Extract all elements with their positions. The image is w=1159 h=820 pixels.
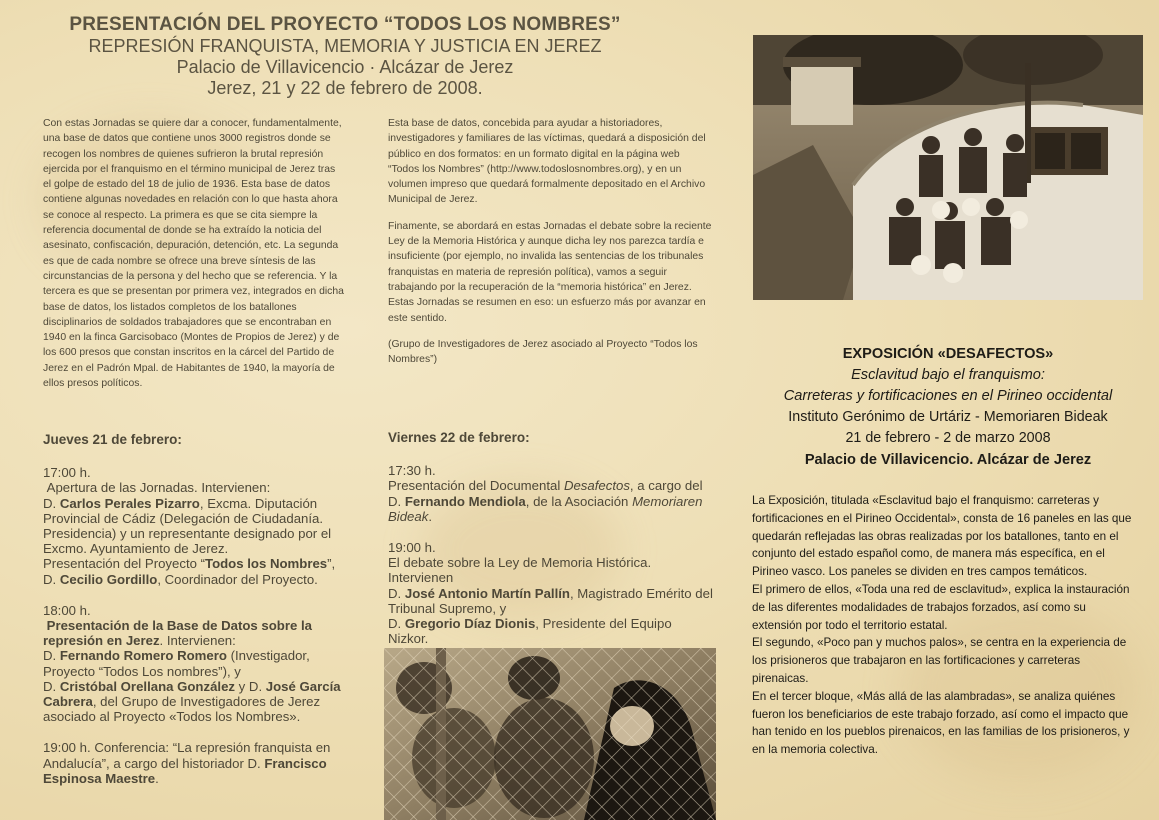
session-time: 17:00 h. bbox=[43, 465, 91, 481]
exhibition-subtitle: Esclavitud bajo el franquismo: bbox=[851, 367, 1045, 383]
speaker-name: José García Cabrera bbox=[43, 678, 341, 710]
schedule-thursday bbox=[43, 432, 343, 802]
exhibition-paragraph: En el tercer bloque, «Más allá de las alambradas», se analiza quiénes fueron los beneficiarios de este trabajo forzado, así como el impacto que han tenido en los pueblos pirenaicos, en las familias de los prisioneros, y en la memoria colectiva. bbox=[752, 689, 1130, 757]
signature-paragraph: (Grupo de Investigadores de Jerez asociado al Proyecto “Todos los Nombres”) bbox=[388, 338, 698, 366]
session-text: 19:00 h. Conferencia: “La represión franquista en Andalucía”, a cargo del historiador D. bbox=[43, 740, 331, 771]
exhibition-paragraph: El primero de ellos, «Toda una red de esclavitud», explica la instauración de las diferentes modalidades de trabajos forzados, así como su extensión por todo el territorio estatal. bbox=[752, 582, 1130, 632]
intro-column-1 bbox=[43, 116, 346, 402]
exhibition-paragraph: El segundo, «Poco pan y muchos palos», se centra en la experiencia de los prisioneros que trabajaron en las fortificaciones y carreteras pirenaicas. bbox=[752, 636, 1127, 685]
session-text: Presentación del Proyecto “ bbox=[43, 556, 205, 572]
speaker-name: José Antonio Martín Pallín bbox=[404, 585, 570, 601]
session-text: D. bbox=[43, 678, 60, 694]
session-text: , Excma. Diputación Provincial de Cádiz (Delegación de Ciudadanía. Presidencia) y un representante designado por el Excmo. Ayuntamiento de Jerez. bbox=[43, 495, 332, 557]
intro-paragraph: Con estas Jornadas se quiere dar a conocer, fundamentalmente, una base de datos que contiene unos 3000 registros donde se recogen los nombres de quienes sufrieron la brutal represión ejercida por el franquismo en el término municipal de Jerez tras el golpe de estado del 18 de julio de 1936. Esta base de datos contiene algunas novedades en relación con lo que hasta ahora se conoce al respecto. La primera es que se cita siempre la referencia documental de donde se ha extraído la noticia del asesinato, confiscación, depuración, detención, etc. La segunda es que de cada nombre se ofrece una breve síntesis de las circunstancias de la persona y del hecho que se referencia. Y la tercera es que se presentan por primera vez, integrados en dicha base de datos, los listados completos de los batallones disciplinarios de soldados trabajadores que se encontraban en 1940 en la finca Garcisobaco (Montes de Propios de Jerez) y de los 600 presos que constan inscritos en la cárcel del Partido de Jerez en el Padrón Mpal. de Habitantes de 1940, la mayoría de ellos presos políticos. bbox=[43, 118, 344, 390]
speaker-name: Fernando Mendiola bbox=[404, 493, 526, 509]
session-text: Apertura de las Jornadas. Intervienen: bbox=[46, 480, 271, 496]
fence-photo-image bbox=[384, 648, 716, 820]
exhibition-subtitle: Carreteras y fortificaciones en el Pirineo occidental bbox=[783, 388, 1113, 404]
session-2 bbox=[43, 603, 343, 725]
exhibition-title: EXPOSICIÓN «DESAFECTOS» bbox=[842, 346, 1054, 362]
session-text: El debate sobre la Ley de Memoria Histórica. Intervienen bbox=[388, 555, 652, 586]
session-title: Presentación de la Base de Datos sobre la represión en Jerez bbox=[43, 618, 312, 649]
session-text: D. bbox=[388, 616, 405, 632]
memory-law-paragraph: Finamente, se abordará en estas Jornadas el debate sobre la reciente Ley de la Memoria Histórica y aunque dicha ley nos parezca tardía e insuficiente (por ejemplo, no invalida las sentencias de los tribunales franquistas en materia de represión política), vamos a seguir trabajando por la recuperación de la “memoria histórica” en Jerez. Estas Jornadas se resumen en eso: un esfuerzo más por avanzar en este sentido. bbox=[388, 220, 712, 324]
exhibition-organizer: Instituto Gerónimo de Urtáriz - Memoriaren Bideak bbox=[788, 409, 1108, 425]
association-name: Memoriaren Bideak bbox=[388, 493, 703, 524]
speaker-name: Cristóbal Orellana González bbox=[59, 678, 236, 694]
venue: Palacio de Villavicencio · Alcázar de Jerez bbox=[176, 57, 514, 77]
speaker-name: Carlos Perales Pizarro bbox=[59, 495, 200, 511]
session-text: (Investigador, Proyecto “Todos Los nombres”), y bbox=[43, 648, 310, 679]
fence-photo bbox=[384, 648, 716, 820]
event-date: Jerez, 21 y 22 de febrero de 2008. bbox=[207, 78, 483, 98]
session-1 bbox=[388, 463, 713, 524]
session-text: . bbox=[428, 508, 432, 524]
session-time: 18:00 h. bbox=[43, 602, 91, 618]
session-text: Presentación del Documental bbox=[388, 478, 564, 494]
schedule-friday bbox=[388, 430, 713, 662]
film-title: Desafectos bbox=[563, 478, 630, 494]
session-1 bbox=[43, 465, 343, 587]
page-title: PRESENTACIÓN DEL PROYECTO “TODOS LOS NOMBRES” bbox=[69, 14, 621, 35]
exhibition-venue: Palacio de Villavicencio. Alcázar de Jerez bbox=[804, 452, 1092, 468]
exhibition-description bbox=[752, 492, 1132, 759]
day-heading: Jueves 21 de febrero: bbox=[43, 432, 182, 447]
session-text: D. bbox=[388, 585, 405, 601]
speaker-name: Fernando Romero Romero bbox=[59, 648, 227, 664]
session-text: y D. bbox=[235, 678, 266, 694]
workers-photo bbox=[753, 35, 1143, 300]
session-text: . Intervienen: bbox=[159, 633, 236, 649]
session-text: , Presidente del Equipo Nizkor. bbox=[388, 616, 672, 647]
project-name: Todos los Nombres bbox=[205, 556, 328, 572]
workers-photo-image bbox=[753, 35, 1143, 300]
intro-column-2 bbox=[388, 116, 713, 378]
database-paragraph: Esta base de datos, concebida para ayudar a historiadores, investigadores y familiares de las víctimas, quedará a disposición del público en dos formatos: en un formato digital en la página web “Todos los Nombres” (http://www.todoslosnombres.org), y en un volumen impreso que quedará formalmente depositado en el Archivo Municipal de Jerez. bbox=[388, 118, 706, 206]
day-heading: Viernes 22 de febrero: bbox=[388, 430, 530, 445]
page-subtitle: REPRESIÓN FRANQUISTA, MEMORIA Y JUSTICIA EN JEREZ bbox=[88, 36, 602, 56]
session-text: , Magistrado Emérito del Tribunal Supremo, y bbox=[388, 585, 713, 616]
exhibition-header bbox=[752, 344, 1144, 472]
session-text: D. bbox=[43, 495, 60, 511]
session-text: . bbox=[155, 770, 159, 786]
session-time: 19:00 h. bbox=[388, 540, 436, 556]
session-text: , del Grupo de Investigadores de Jerez asociado al Proyecto «Todos los Nombres». bbox=[43, 694, 321, 725]
session-3 bbox=[43, 740, 343, 786]
exhibition-paragraph: La Exposición, titulada «Esclavitud bajo el franquismo: carreteras y fortificaciones en el Pirineo Occidental», consta de 16 paneles en las que quedarán reflejadas las obras realizadas por los batallones, tanto en el conjunto del estado español como, de manera más específica, en el Pirineo vasco. Los paneles se dividen en tres campos temáticos. bbox=[752, 494, 1132, 579]
exhibition-dates: 21 de febrero - 2 de marzo 2008 bbox=[845, 430, 1051, 446]
header bbox=[60, 14, 630, 99]
session-text: , Coordinador del Proyecto. bbox=[157, 571, 318, 587]
session-text: D. bbox=[43, 648, 60, 664]
session-text: ”, D. bbox=[43, 556, 336, 587]
speaker-name: Francisco Espinosa Maestre bbox=[43, 755, 327, 786]
speaker-name: Cecilio Gordillo bbox=[59, 571, 158, 587]
session-text: , a cargo del D. bbox=[388, 478, 703, 509]
session-2 bbox=[388, 540, 713, 646]
session-text: , de la Asociación bbox=[525, 493, 633, 509]
session-time: 17:30 h. bbox=[388, 463, 436, 479]
speaker-name: Gregorio Díaz Dionis bbox=[404, 616, 536, 632]
